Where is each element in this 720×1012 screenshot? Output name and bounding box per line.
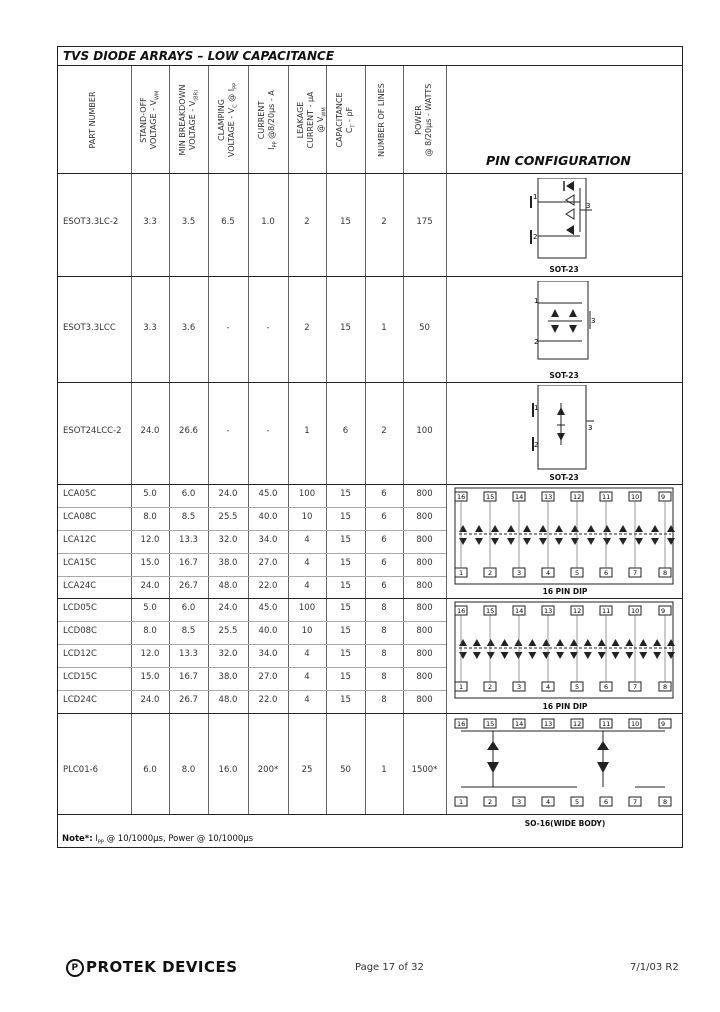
diode-symbol [635, 538, 643, 545]
divider [58, 276, 682, 277]
pin-label: 10 [631, 607, 640, 615]
svg-text:3: 3 [591, 317, 596, 325]
diode-symbol [639, 639, 647, 646]
protek-logo: P PROTEK DEVICES [66, 958, 238, 977]
cell-lines: 6 [381, 535, 387, 545]
package-label: 16 PIN DIP [542, 587, 588, 596]
pin-label: 15 [486, 607, 495, 615]
diode-symbol [651, 538, 659, 545]
pin-label: 11 [602, 493, 611, 501]
cell-cap: 50 [340, 765, 351, 775]
diode-symbol [625, 639, 633, 646]
diode-symbol [542, 652, 550, 659]
pin-label: 13 [544, 607, 553, 615]
cell-vc: 25.5 [218, 626, 238, 636]
cell-ipp: 34.0 [258, 535, 278, 545]
svg-text:1: 1 [533, 193, 538, 201]
pin-label: 9 [661, 607, 666, 615]
cell-vbr: 8.5 [181, 512, 196, 522]
datasheet-table [57, 46, 683, 848]
row-divider [58, 667, 446, 668]
cell-power: 800 [416, 558, 433, 568]
diode-symbol [603, 525, 611, 532]
package-label: SOT-23 [549, 371, 579, 380]
diode-symbol [584, 639, 592, 646]
diode-symbol [459, 538, 467, 545]
cell-cap: 15 [340, 489, 351, 499]
cell-cap: 6 [342, 426, 349, 436]
pin-label: 14 [515, 607, 524, 615]
cell-power: 175 [416, 217, 433, 227]
pin-label: 2 [488, 683, 493, 691]
cell-power: 800 [416, 489, 433, 499]
diode-symbol [639, 652, 647, 659]
cell-vc: 6.5 [221, 217, 235, 227]
pin-label: 5 [575, 798, 580, 806]
cell-power: 1500* [411, 765, 438, 775]
diode-symbol [598, 639, 606, 646]
divider [58, 713, 682, 714]
part-number-cell: LCA24C [63, 581, 97, 591]
diode-symbol [542, 639, 550, 646]
cell-vbr: 3.6 [181, 323, 196, 333]
cell-power: 800 [416, 672, 433, 682]
diode-symbol [501, 639, 509, 646]
pin-label: 4 [546, 683, 551, 691]
footnote: Note*: $I_{PP}$ @ 10/1000μs, Power @ 10/1000μs [62, 834, 254, 846]
cell-vc: - [226, 426, 230, 436]
header-clamping: CLAMPING VOLTAGE - $V_C$ @ $I_{PP}$ [217, 82, 239, 158]
pin-label: 13 [544, 720, 553, 728]
cell-vwm: 5.0 [143, 603, 157, 613]
part-number-cell: LCD12C [63, 649, 97, 659]
pin-label: 10 [631, 493, 640, 501]
header-power: POWER @ 8/20μs - WATTS [414, 83, 433, 157]
cell-vwm: 24.0 [140, 581, 160, 591]
cell-cap: 15 [340, 217, 351, 227]
cell-cap: 15 [340, 323, 351, 333]
cell-lines: 8 [381, 603, 387, 613]
cell-leak: 100 [298, 603, 316, 613]
cell-vbr: 3.5 [181, 217, 196, 227]
diode-symbol [523, 525, 531, 532]
pin-label: 16 [457, 607, 466, 615]
diode-symbol [667, 652, 675, 659]
pin-label: 1 [459, 569, 464, 577]
pin-label: 16 [457, 720, 466, 728]
cell-leak: 4 [304, 535, 310, 545]
diode-symbol [556, 652, 564, 659]
cell-power: 800 [416, 603, 433, 613]
pin-label: 8 [663, 798, 668, 806]
divider [58, 173, 682, 174]
diode-symbol [556, 639, 564, 646]
diode-symbol [625, 652, 633, 659]
diode-symbol [635, 525, 643, 532]
cell-power: 800 [416, 695, 433, 705]
svg-text:1: 1 [534, 297, 539, 305]
diode-symbol [514, 652, 522, 659]
pin-label: 7 [633, 683, 638, 691]
cell-vbr: 16.7 [179, 672, 198, 682]
pin-label: 13 [544, 493, 553, 501]
cell-vc: 24.0 [218, 603, 238, 613]
package-label: SOT-23 [549, 265, 579, 274]
pin-label: 7 [633, 569, 638, 577]
cell-vbr: 8.0 [181, 765, 196, 775]
diode-symbol [523, 538, 531, 545]
row-divider [58, 576, 446, 577]
cell-lines: 6 [381, 512, 387, 522]
pin-label: 1 [459, 798, 464, 806]
part-number-cell: LCA05C [63, 489, 97, 499]
pin-label: 5 [575, 569, 580, 577]
cell-ipp: 27.0 [258, 672, 278, 682]
diode-symbol [598, 652, 606, 659]
part-number-cell: LCD08C [63, 626, 97, 636]
pin-config-title: PIN CONFIGURATION [486, 153, 631, 168]
cell-vwm: 6.0 [143, 765, 157, 775]
part-number-cell: ESOT3.3LCC [63, 323, 116, 333]
part-number-cell: PLC01-6 [63, 765, 99, 775]
cell-vwm: 15.0 [140, 672, 160, 682]
pin-label: 9 [661, 720, 666, 728]
diode-symbol [587, 525, 595, 532]
pin-label: 4 [546, 798, 551, 806]
cell-leak: 4 [304, 695, 310, 705]
cell-ipp: 200* [257, 765, 279, 775]
cell-vwm: 3.3 [143, 217, 157, 227]
diode-symbol [501, 652, 509, 659]
pin-label: 6 [604, 798, 609, 806]
pin-label: 12 [573, 607, 582, 615]
diode-symbol [475, 538, 483, 545]
cell-lines: 1 [381, 323, 387, 333]
diode-symbol [571, 538, 579, 545]
cell-ipp: 40.0 [258, 512, 278, 522]
cell-power: 100 [416, 426, 433, 436]
cell-cap: 15 [340, 672, 351, 682]
package-label: SO-16(WIDE BODY) [524, 819, 606, 828]
cell-lines: 2 [381, 217, 387, 227]
cell-leak: 10 [301, 626, 313, 636]
cell-power: 800 [416, 535, 433, 545]
cell-cap: 15 [340, 649, 351, 659]
diode-symbol [491, 525, 499, 532]
cell-power: 50 [419, 323, 430, 333]
diode-symbol [653, 639, 661, 646]
cell-ipp: 34.0 [258, 649, 278, 659]
cell-ipp: - [266, 426, 270, 436]
pin-label: 2 [488, 569, 493, 577]
cell-vbr: 8.5 [181, 626, 196, 636]
pin-label: 16 [457, 493, 466, 501]
sot23-diagram-b [528, 281, 604, 371]
sot23-diagram-a [528, 178, 604, 276]
pin-label: 4 [546, 569, 551, 577]
divider [58, 484, 682, 485]
cell-lines: 8 [381, 649, 387, 659]
divider [58, 598, 682, 599]
header-part-number: PART NUMBER [88, 91, 97, 149]
cell-power: 800 [416, 649, 433, 659]
diode-symbol [584, 652, 592, 659]
cell-cap: 15 [340, 603, 351, 613]
divider [58, 814, 682, 815]
cell-power: 800 [416, 512, 433, 522]
svg-text:2: 2 [534, 338, 539, 346]
diode-symbol [487, 652, 495, 659]
cell-ipp: 40.0 [258, 626, 278, 636]
cell-lines: 8 [381, 626, 387, 636]
cell-vbr: 6.0 [181, 489, 196, 499]
pin-label: 5 [575, 683, 580, 691]
cell-vwm: 3.3 [143, 323, 157, 333]
diode-symbol [619, 538, 627, 545]
diode-symbol [651, 525, 659, 532]
header-lines: NUMBER OF LINES [377, 83, 386, 157]
diode-symbol [459, 652, 467, 659]
header-standoff: STAND-OFF VOLTAGE - $V_{WM}$ [139, 90, 161, 150]
col-divider [446, 66, 447, 814]
cell-ipp: 22.0 [258, 581, 278, 591]
package-label: 16 PIN DIP [542, 702, 588, 711]
cell-lines: 8 [381, 672, 387, 682]
cell-vc: 48.0 [218, 581, 238, 591]
header-breakdown: MIN BREAKDOWN VOLTAGE - $V_{(BR)}$ [178, 84, 200, 156]
diode-symbol [539, 525, 547, 532]
cell-lines: 6 [381, 581, 387, 591]
part-number-cell: ESOT3.3LC-2 [63, 217, 119, 227]
diode-symbol [528, 639, 536, 646]
cell-cap: 15 [340, 695, 351, 705]
cell-ipp: 45.0 [258, 603, 278, 613]
dip16-diagram-a [453, 486, 677, 588]
cell-leak: 4 [304, 581, 310, 591]
diode-symbol [603, 538, 611, 545]
cell-cap: 15 [340, 535, 351, 545]
cell-ipp: - [266, 323, 270, 333]
pin-label: 9 [661, 493, 666, 501]
cell-vwm: 5.0 [143, 489, 157, 499]
row-divider [58, 530, 446, 531]
cell-vc: 38.0 [218, 558, 238, 568]
cell-leak: 2 [304, 323, 310, 333]
cell-lines: 1 [381, 765, 387, 775]
pin-label: 14 [515, 493, 524, 501]
diode-symbol [667, 538, 675, 545]
so16-diagram [453, 717, 677, 811]
header-current: CURRENT $I_{PP}$ @8/20μs - A [257, 90, 279, 150]
cell-vbr: 6.0 [181, 603, 196, 613]
cell-vc: 38.0 [218, 672, 238, 682]
table-title: TVS DIODE ARRAYS – LOW CAPACITANCE [58, 47, 682, 66]
diode-symbol [473, 652, 481, 659]
cell-leak: 100 [298, 489, 316, 499]
cell-vwm: 15.0 [140, 558, 160, 568]
page-number: Page 17 of 32 [355, 962, 424, 973]
pin-label: 12 [573, 493, 582, 501]
cell-vc: - [226, 323, 230, 333]
pin-label: 15 [486, 493, 495, 501]
diode-symbol [555, 525, 563, 532]
cell-ipp: 1.0 [261, 217, 275, 227]
diode-symbol [539, 538, 547, 545]
cell-power: 800 [416, 581, 433, 591]
diode-symbol [507, 525, 515, 532]
pin-label: 10 [631, 720, 640, 728]
diode-symbol [487, 639, 495, 646]
revision: 7/1/03 R2 [630, 962, 679, 973]
cell-leak: 4 [304, 649, 310, 659]
part-number-cell: LCD05C [63, 603, 97, 613]
cell-vc: 24.0 [218, 489, 238, 499]
cell-vwm: 12.0 [140, 535, 160, 545]
pin-label: 6 [604, 683, 609, 691]
cell-ipp: 22.0 [258, 695, 278, 705]
cell-leak: 4 [304, 672, 310, 682]
part-number-cell: LCA12C [63, 535, 97, 545]
diode-symbol [619, 525, 627, 532]
diode-symbol [571, 525, 579, 532]
row-divider [58, 553, 446, 554]
diode-symbol [667, 525, 675, 532]
cell-lines: 6 [381, 558, 387, 568]
cell-lines: 6 [381, 489, 387, 499]
pin-label: 8 [663, 683, 668, 691]
cell-vwm: 24.0 [140, 426, 160, 436]
package-label: SOT-23 [549, 473, 579, 482]
part-number-cell: LCA08C [63, 512, 97, 522]
pin-label: 1 [459, 683, 464, 691]
pin-label: 2 [488, 798, 493, 806]
dip16-diagram-b [453, 600, 677, 702]
diode-symbol [555, 538, 563, 545]
row-divider [58, 621, 446, 622]
cell-ipp: 45.0 [258, 489, 278, 499]
pin-label: 8 [663, 569, 668, 577]
cell-vc: 25.5 [218, 512, 238, 522]
cell-vc: 16.0 [218, 765, 238, 775]
svg-text:2: 2 [533, 233, 538, 241]
diode-symbol [459, 525, 467, 532]
part-number-cell: LCD15C [63, 672, 97, 682]
row-divider [58, 690, 446, 691]
cell-vbr: 13.3 [179, 649, 198, 659]
pin-label: 12 [573, 720, 582, 728]
cell-vbr: 13.3 [179, 535, 198, 545]
diode-symbol [587, 538, 595, 545]
divider [58, 382, 682, 383]
cell-vc: 48.0 [218, 695, 238, 705]
pin-label: 7 [633, 798, 638, 806]
svg-text:2: 2 [534, 441, 539, 449]
diode-symbol [612, 652, 620, 659]
header-capacitance: CAPACITANCE $C_T$ - pF [335, 92, 357, 148]
svg-text:1: 1 [534, 404, 539, 412]
header-leakage: LEAKAGE CURRENT - μA @ $V_{WM}$ [296, 91, 328, 149]
cell-lines: 2 [381, 426, 387, 436]
pin-label: 14 [515, 720, 524, 728]
cell-vc: 32.0 [218, 649, 238, 659]
svg-text:3: 3 [588, 424, 593, 432]
diode-symbol [491, 538, 499, 545]
cell-cap: 15 [340, 626, 351, 636]
cell-leak: 25 [301, 765, 313, 775]
row-divider [58, 644, 446, 645]
pin-label: 3 [517, 683, 522, 691]
cell-vbr: 26.7 [179, 581, 198, 591]
cell-power: 800 [416, 626, 433, 636]
cell-vwm: 8.0 [143, 626, 157, 636]
cell-vbr: 26.7 [179, 695, 198, 705]
diode-symbol [528, 652, 536, 659]
pin-label: 15 [486, 720, 495, 728]
pin-label: 11 [602, 720, 611, 728]
cell-cap: 15 [340, 558, 351, 568]
cell-vbr: 26.6 [179, 426, 198, 436]
cell-vwm: 12.0 [140, 649, 160, 659]
diode-symbol [507, 538, 515, 545]
svg-text:3: 3 [586, 202, 591, 210]
pin-label: 3 [517, 569, 522, 577]
cell-cap: 15 [340, 581, 351, 591]
pin-label: 3 [517, 798, 522, 806]
pin-label: 6 [604, 569, 609, 577]
sot23-diagram-c [528, 385, 604, 475]
diode-symbol [475, 525, 483, 532]
diode-symbol [667, 639, 675, 646]
cell-vc: 32.0 [218, 535, 238, 545]
part-number-cell: LCD24C [63, 695, 97, 705]
pin-label: 11 [602, 607, 611, 615]
cell-lines: 8 [381, 695, 387, 705]
diode-symbol [612, 639, 620, 646]
diode-symbol [459, 639, 467, 646]
part-number-cell: ESOT24LCC-2 [63, 426, 122, 436]
diode-symbol [514, 639, 522, 646]
cell-vwm: 24.0 [140, 695, 160, 705]
cell-leak: 1 [304, 426, 310, 436]
cell-vwm: 8.0 [143, 512, 157, 522]
cell-leak: 4 [304, 558, 310, 568]
cell-leak: 10 [301, 512, 313, 522]
cell-ipp: 27.0 [258, 558, 278, 568]
part-number-cell: LCA15C [63, 558, 97, 568]
row-divider [58, 507, 446, 508]
diode-symbol [653, 652, 661, 659]
cell-cap: 15 [340, 512, 351, 522]
cell-vbr: 16.7 [179, 558, 198, 568]
cell-leak: 2 [304, 217, 310, 227]
diode-symbol [473, 639, 481, 646]
